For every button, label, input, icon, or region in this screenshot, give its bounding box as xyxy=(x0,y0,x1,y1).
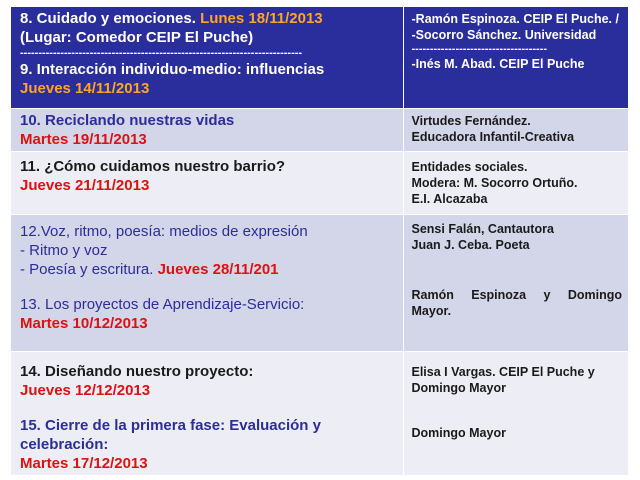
speaker-text: Ramón Espinoza y Domingo Mayor. xyxy=(411,287,622,318)
session-date: Jueves 28/11/201 xyxy=(157,260,279,278)
session-date: Jueves 14/11/2013 xyxy=(20,80,150,97)
speaker-cell xyxy=(403,351,628,475)
schedule-table xyxy=(11,7,628,476)
session-title: 10. Reciclando nuestras vidas xyxy=(20,111,235,129)
session-date: Lunes 18/11/2013 xyxy=(200,10,323,27)
session-place: (Lugar: Comedor CEIP El Puche) xyxy=(20,29,254,46)
speaker-text: Sensi Falán, Cantautora xyxy=(411,221,554,236)
session-title: 8. Cuidado y emociones. xyxy=(20,10,196,27)
speaker-text: Entidades sociales. xyxy=(411,159,528,174)
session-subitem: - Ritmo y voz xyxy=(20,241,108,259)
session-title: 14. Diseñando nuestro proyecto: xyxy=(20,362,254,380)
session-cell xyxy=(11,151,403,214)
separator-line: ------------------------------------- xyxy=(411,43,548,55)
table-row xyxy=(11,7,628,108)
speaker-text: Virtudes Fernández. xyxy=(411,113,531,128)
speaker-text: -Ramón Espinoza. CEIP El Puche. / -Socorro Sánchez. Universidad xyxy=(411,12,619,42)
speaker-cell xyxy=(403,214,628,351)
session-date: Martes 19/11/2013 xyxy=(20,130,147,148)
speaker-text: E.I. Alcazaba xyxy=(411,191,488,206)
table-row xyxy=(11,108,628,151)
speaker-text: Elisa I Vargas. CEIP El Puche y Domingo Mayor xyxy=(411,364,595,395)
session-title: 13. Los proyectos de Aprendizaje-Servicio: xyxy=(20,295,305,313)
speaker-text: Educadora Infantil-Creativa xyxy=(411,129,575,144)
session-cell xyxy=(11,108,403,151)
speaker-text: Juan J. Ceba. Poeta xyxy=(411,237,530,252)
table-row xyxy=(11,214,628,351)
session-cell xyxy=(11,214,403,351)
speaker-text: -Inés M. Abad. CEIP El Puche xyxy=(411,57,585,71)
session-date: Jueves 12/12/2013 xyxy=(20,381,151,399)
session-cell xyxy=(11,351,403,475)
table-row xyxy=(11,351,628,475)
session-title: 9. Interacción individuo-medio: influencias xyxy=(20,61,325,78)
session-date: Martes 10/12/2013 xyxy=(20,314,148,332)
separator-line: ----------------------------------------------------------------------------- xyxy=(20,47,303,59)
speaker-cell xyxy=(403,151,628,214)
session-title: 12.Voz, ritmo, poesía: medios de expresión xyxy=(20,222,308,240)
speaker-text: Domingo Mayor xyxy=(411,425,506,440)
session-title: 11. ¿Cómo cuidamos nuestro barrio? xyxy=(20,157,286,175)
speaker-cell xyxy=(403,108,628,151)
table-row xyxy=(11,151,628,214)
session-cell xyxy=(11,7,403,108)
session-date: Martes 17/12/2013 xyxy=(20,454,148,472)
session-date: Jueves 21/11/2013 xyxy=(20,176,150,194)
speaker-cell xyxy=(403,7,628,108)
session-title: 15. Cierre de la primera fase: Evaluación y celebración: xyxy=(20,416,321,453)
speaker-text: Modera: M. Socorro Ortuño. xyxy=(411,175,578,190)
session-subitem: - Poesía y escritura. xyxy=(20,260,154,278)
